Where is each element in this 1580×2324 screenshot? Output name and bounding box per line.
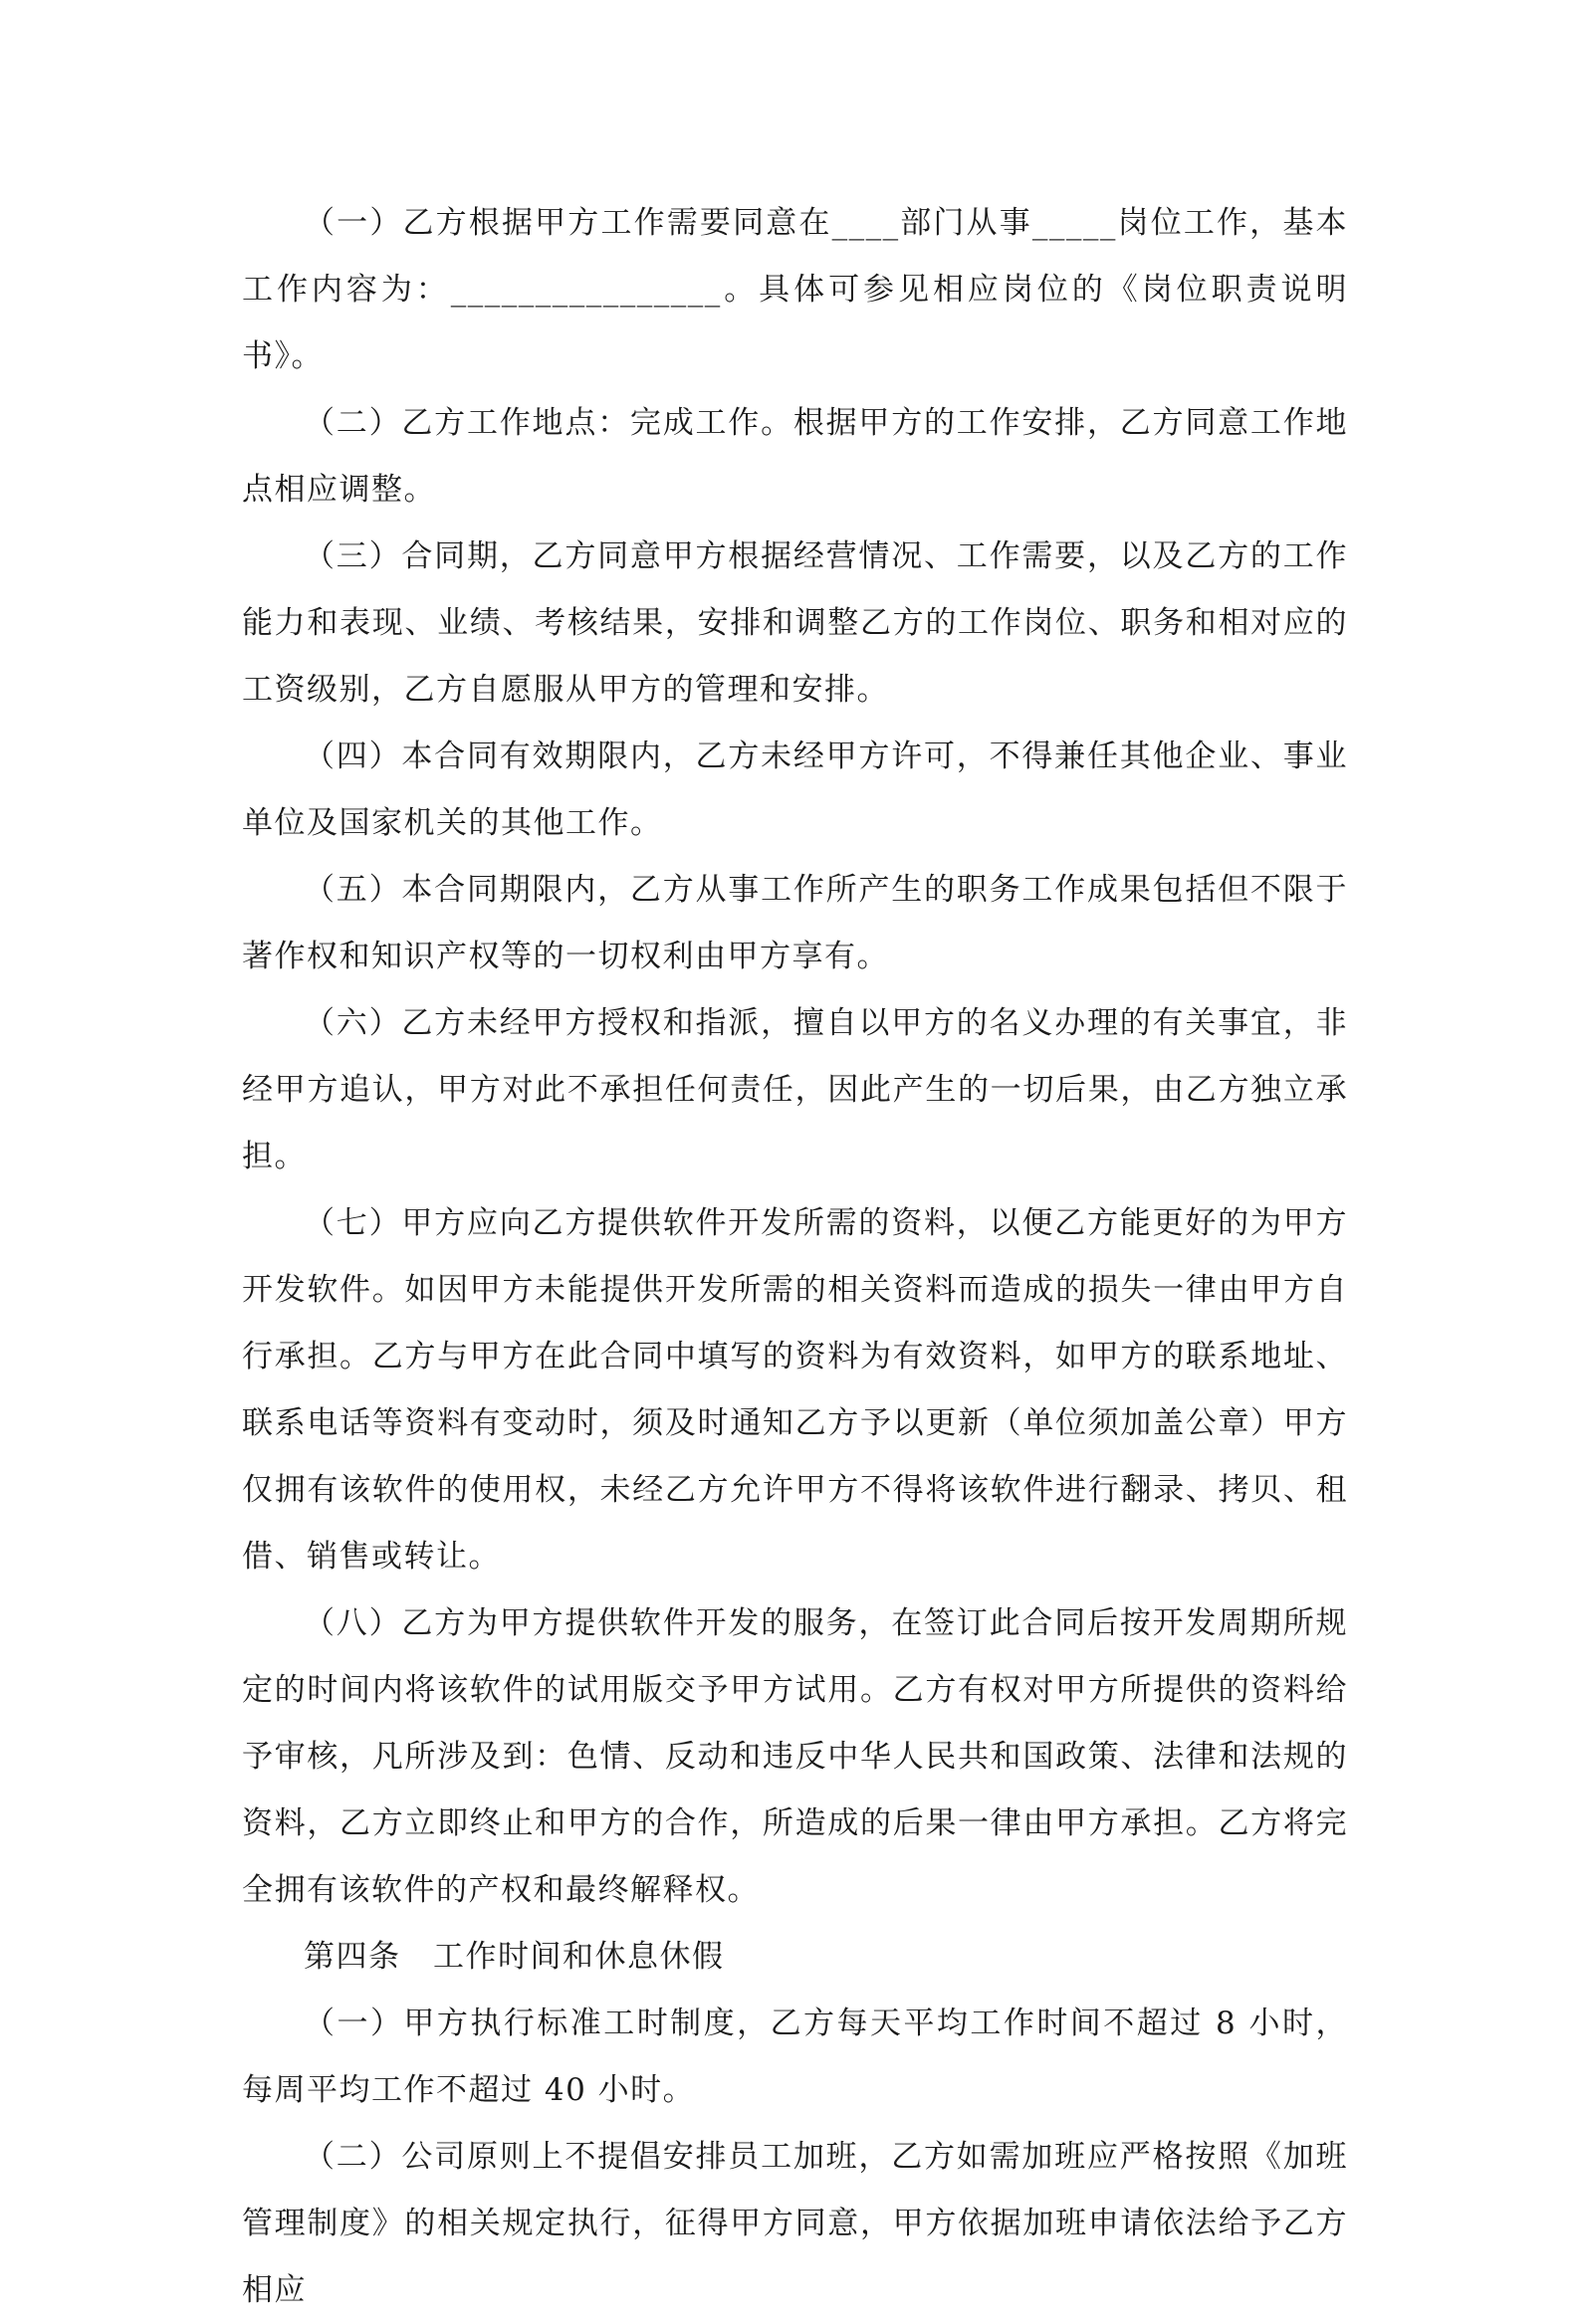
section-paragraph-1: （一）甲方执行标准工时制度，乙方每天平均工作时间不超过 8 小时，每周平均工作不超过 40 小时。	[242, 2006, 1348, 2108]
clause-paragraph-5: （五）本合同期限内，乙方从事工作所产生的职务工作成果包括但不限于著作权和知识产权等的一切权利由甲方享有。	[242, 872, 1348, 974]
clause-paragraph-3: （三）合同期，乙方同意甲方根据经营情况、工作需要，以及乙方的工作能力和表现、业绩、考核结果，安排和调整乙方的工作岗位、职务和相对应的工资级别，乙方自愿服从甲方的管理和安排。	[242, 538, 1348, 708]
clause-paragraph-1: （一）乙方根据甲方工作需要同意在____部门从事_____岗位工作，基本工作内容为：________________。具体可参见相应岗位的《岗位职责说明书》。	[242, 205, 1348, 374]
clause-paragraph-8: （八）乙方为甲方提供软件开发的服务，在签订此合同后按开发周期所规定的时间内将该软件的试用版交予甲方试用。乙方有权对甲方所提供的资料给予审核，凡所涉及到：色情、反动和违反中华人民共和国政策、法律和法规的资料，乙方立即终止和甲方的合作，所造成的后果一律由甲方承担。乙方将完全拥有该软件的产权和最终解释权。	[242, 1605, 1348, 1908]
document-body	[242, 190, 1348, 2324]
clause-paragraph-2: （二）乙方工作地点：完成工作。根据甲方的工作安排，乙方同意工作地点相应调整。	[242, 405, 1348, 508]
clause-paragraph-7: （七）甲方应向乙方提供软件开发所需的资料，以便乙方能更好的为甲方开发软件。如因甲方未能提供开发所需的相关资料而造成的损失一律由甲方自行承担。乙方与甲方在此合同中填写的资料为有效资料，如甲方的联系地址、联系电话等资料有变动时，须及时通知乙方予以更新（单位须加盖公章）甲方仅拥有该软件的使用权，未经乙方允许甲方不得将该软件进行翻录、拷贝、租借、销售或转让。	[242, 1205, 1348, 1575]
clause-paragraph-6: （六）乙方未经甲方授权和指派，擅自以甲方的名义办理的有关事宜，非经甲方追认，甲方对此不承担任何责任，因此产生的一切后果，由乙方独立承担。	[242, 1005, 1348, 1174]
clause-paragraph-4: （四）本合同有效期限内，乙方未经甲方许可，不得兼任其他企业、事业单位及国家机关的其他工作。	[242, 739, 1348, 841]
section-heading-article-4: 第四条 工作时间和休息休假	[304, 1939, 725, 1975]
section-paragraph-2: （二）公司原则上不提倡安排员工加班，乙方如需加班应严格按照《加班管理制度》的相关规定执行，征得甲方同意，甲方依据加班申请依法给予乙方相应	[242, 2139, 1348, 2308]
